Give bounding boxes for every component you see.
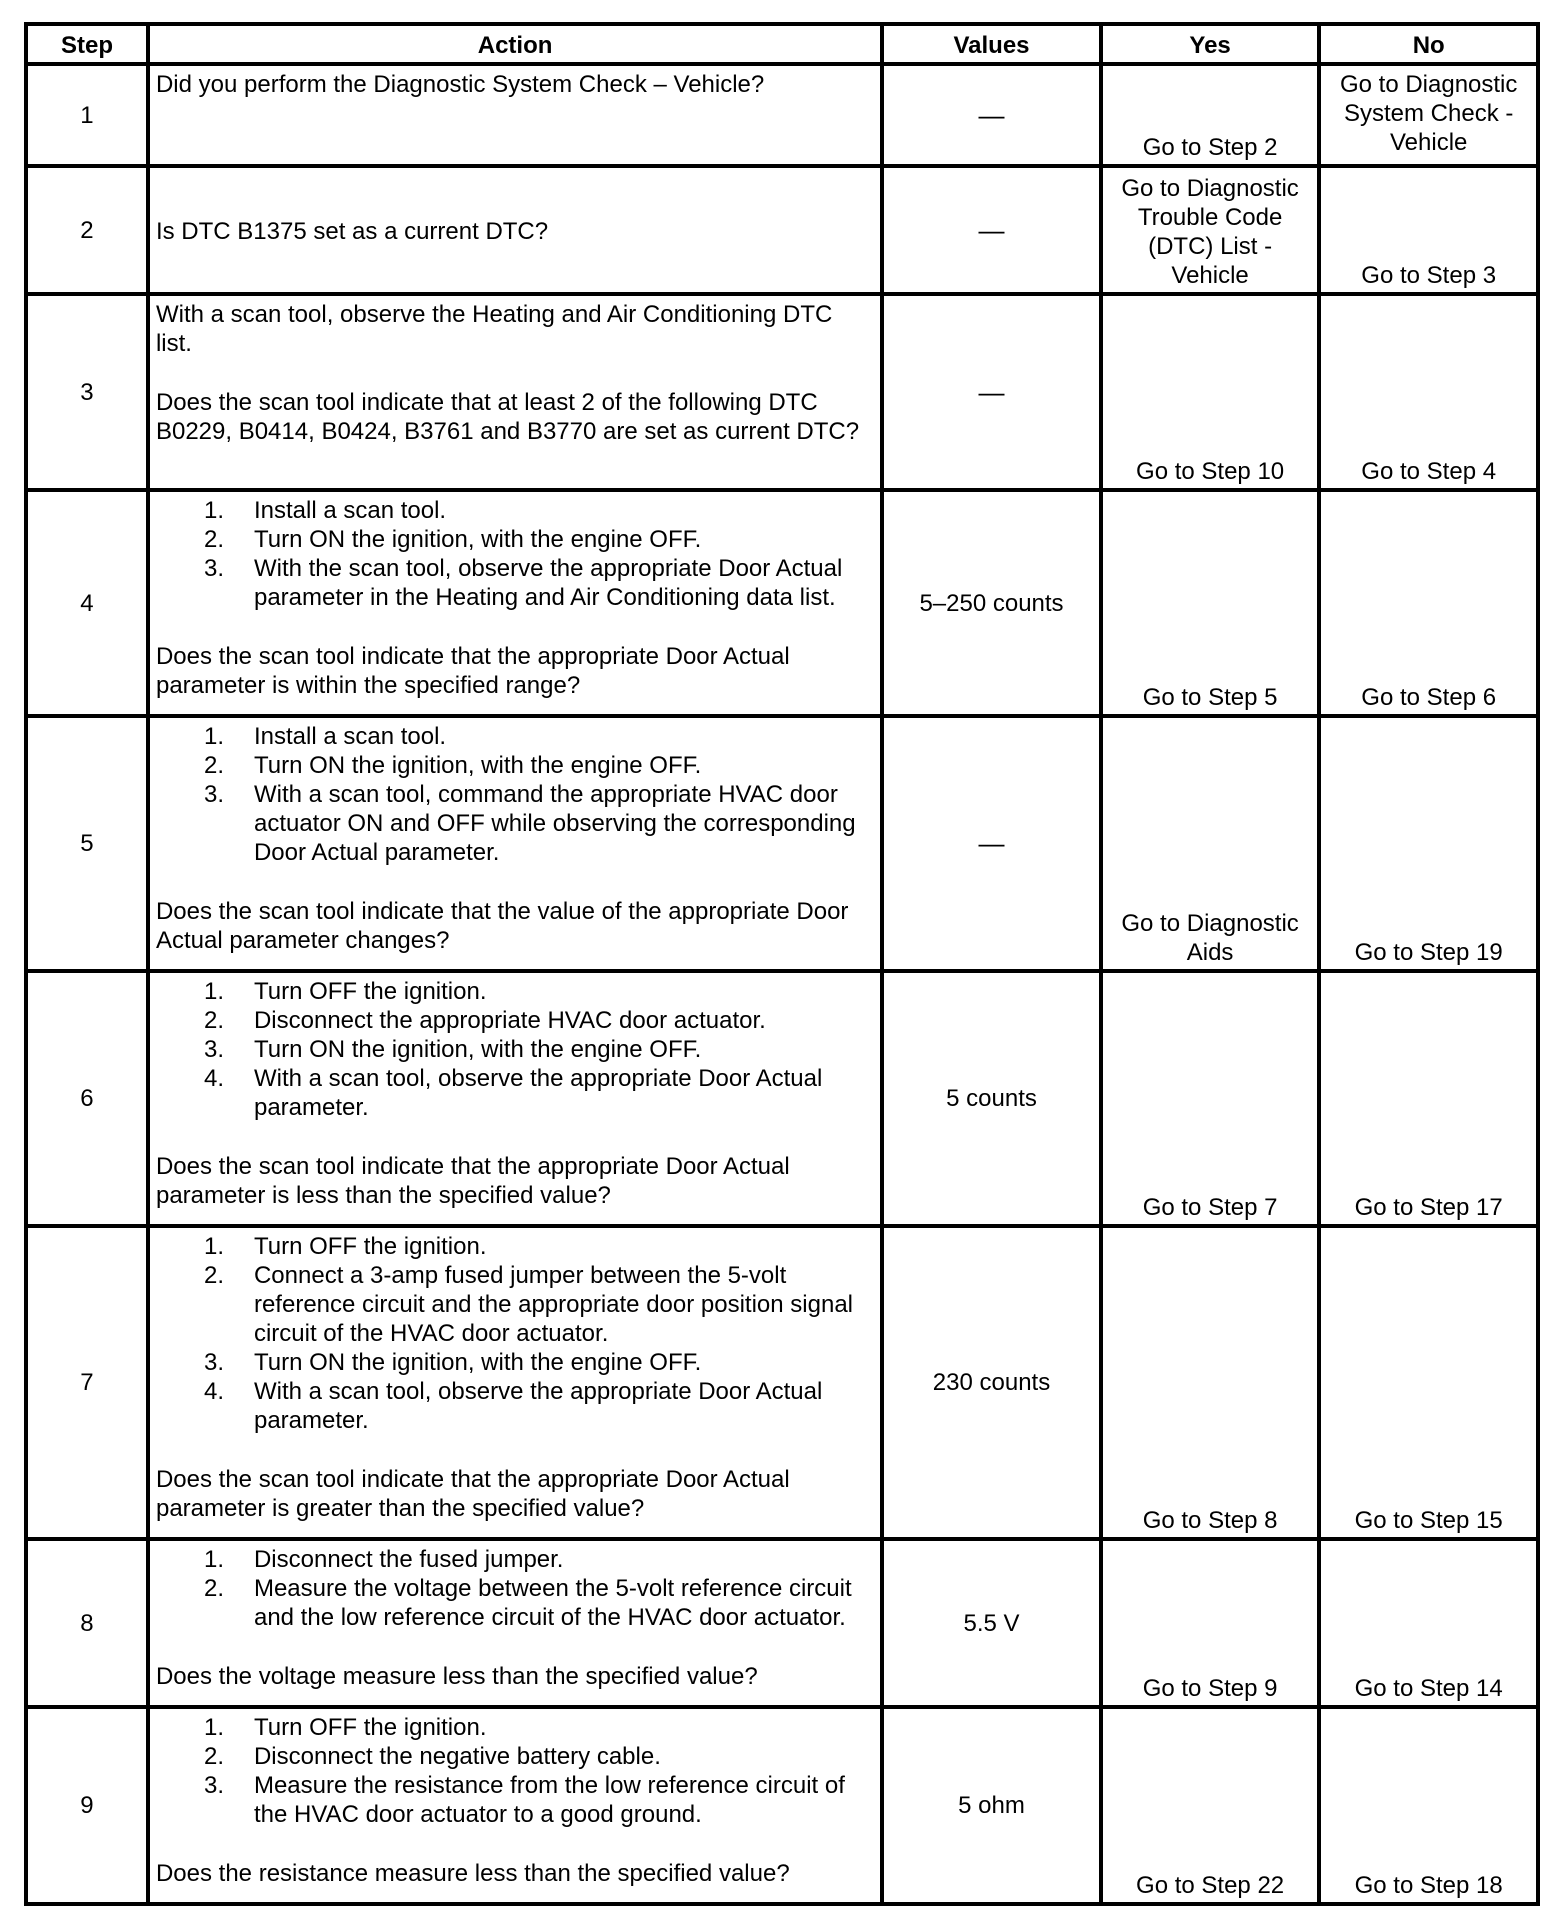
- action-question: Does the voltage measure less than the specified value?: [155, 1663, 758, 1690]
- list-item: Disconnect the negative battery cable.: [253, 1743, 661, 1770]
- table-row: [26, 1707, 1538, 1904]
- values-cell: 5 counts: [882, 971, 1101, 1226]
- yes-cell: Go to Step 8: [1101, 1226, 1320, 1539]
- action-text: With a scan tool, observe the Heating and Air Conditioning DTC list.: [155, 301, 833, 357]
- substep-list: [156, 496, 874, 612]
- values-cell: 5–250 counts: [882, 490, 1101, 716]
- no-cell: Go to Step 19: [1319, 716, 1538, 971]
- action-cell: [148, 64, 882, 166]
- values-cell: 5.5 V: [882, 1539, 1101, 1707]
- table-row: [26, 294, 1538, 490]
- list-item: Install a scan tool.: [253, 723, 447, 750]
- no-cell: Go to Step 6: [1319, 490, 1538, 716]
- list-item: Connect a 3-amp fused jumper between the 5-volt reference circuit and the appropriate door position signal circuit of the HVAC door actuator.: [253, 1262, 853, 1347]
- list-item: With a scan tool, command the appropriate HVAC door actuator ON and OFF while observing the corresponding Door Actual parameter.: [253, 781, 856, 866]
- table-row: [26, 166, 1538, 294]
- header-yes: Yes: [1101, 24, 1320, 64]
- list-item: Disconnect the fused jumper.: [253, 1546, 564, 1573]
- step-number: 7: [26, 1226, 148, 1539]
- table-row: [26, 716, 1538, 971]
- no-cell: Go to Step 15: [1319, 1226, 1538, 1539]
- header-row: [26, 24, 1538, 64]
- yes-cell: Go to Step 5: [1101, 490, 1320, 716]
- values-cell: 5 ohm: [882, 1707, 1101, 1904]
- values-cell: —: [882, 294, 1101, 490]
- substep-list: [156, 722, 874, 867]
- table-row: [26, 971, 1538, 1226]
- action-cell: [148, 1539, 882, 1707]
- no-cell: Go to Step 18: [1319, 1707, 1538, 1904]
- table-row: [26, 1539, 1538, 1707]
- action-cell: [148, 294, 882, 490]
- step-number: 2: [26, 166, 148, 294]
- substep-list: [156, 1713, 874, 1829]
- action-question: Does the scan tool indicate that the appropriate Door Actual parameter is greater than the specified value?: [155, 1466, 790, 1522]
- substep-list: [156, 977, 874, 1122]
- step-number: 5: [26, 716, 148, 971]
- values-cell: 230 counts: [882, 1226, 1101, 1539]
- step-number: 4: [26, 490, 148, 716]
- values-cell: —: [882, 716, 1101, 971]
- diagnostic-table: [24, 22, 1540, 1906]
- list-item: With a scan tool, observe the appropriate Door Actual parameter.: [253, 1065, 823, 1121]
- header-no: No: [1319, 24, 1538, 64]
- yes-cell: Go to Step 22: [1101, 1707, 1320, 1904]
- header-values: Values: [882, 24, 1101, 64]
- step-number: 8: [26, 1539, 148, 1707]
- list-item: Disconnect the appropriate HVAC door actuator.: [253, 1007, 766, 1034]
- table-row: [26, 64, 1538, 166]
- no-cell: Go to Step 3: [1319, 166, 1538, 294]
- action-cell: [148, 971, 882, 1226]
- list-item: Turn ON the ignition, with the engine OFF.: [253, 1349, 702, 1376]
- list-item: Turn OFF the ignition.: [253, 1714, 487, 1741]
- action-question: Does the scan tool indicate that the value of the appropriate Door Actual parameter changes?: [155, 898, 849, 954]
- list-item: Turn ON the ignition, with the engine OFF.: [253, 752, 702, 779]
- yes-cell: Go to Step 10: [1101, 294, 1320, 490]
- yes-cell: Go to Step 9: [1101, 1539, 1320, 1707]
- header-step: Step: [26, 24, 148, 64]
- action-cell: [148, 1707, 882, 1904]
- action-text: Did you perform the Diagnostic System Check – Vehicle?: [155, 71, 765, 98]
- list-item: With the scan tool, observe the appropriate Door Actual parameter in the Heating and Air Conditioning data list.: [253, 555, 843, 611]
- action-question: Does the scan tool indicate that the appropriate Door Actual parameter is within the specified range?: [155, 643, 790, 699]
- list-item: Turn ON the ignition, with the engine OFF.: [253, 526, 702, 553]
- yes-cell: Go to Diagnostic Aids: [1101, 716, 1320, 971]
- list-item: Install a scan tool.: [253, 497, 447, 524]
- values-cell: —: [882, 166, 1101, 294]
- list-item: With a scan tool, observe the appropriate Door Actual parameter.: [253, 1378, 823, 1434]
- step-number: 9: [26, 1707, 148, 1904]
- action-cell: [148, 490, 882, 716]
- yes-cell: Go to Diagnostic Trouble Code (DTC) List - Vehicle: [1101, 166, 1320, 294]
- action-text: Is DTC B1375 set as a current DTC?: [155, 217, 549, 245]
- yes-cell: Go to Step 7: [1101, 971, 1320, 1226]
- step-number: 6: [26, 971, 148, 1226]
- substep-list: [156, 1232, 874, 1435]
- values-cell: —: [882, 64, 1101, 166]
- no-cell: Go to Step 14: [1319, 1539, 1538, 1707]
- action-cell: [148, 1226, 882, 1539]
- action-cell: [148, 166, 882, 294]
- step-number: 1: [26, 64, 148, 166]
- substep-list: [156, 1545, 874, 1632]
- step-number: 3: [26, 294, 148, 490]
- header-action: Action: [148, 24, 882, 64]
- list-item: Turn OFF the ignition.: [253, 978, 487, 1005]
- table-row: [26, 490, 1538, 716]
- no-cell: Go to Step 17: [1319, 971, 1538, 1226]
- list-item: Turn ON the ignition, with the engine OFF.: [253, 1036, 702, 1063]
- table-row: [26, 1226, 1538, 1539]
- action-question: Does the scan tool indicate that at least 2 of the following DTC B0229, B0414, B0424, B3761 and B3770 are set as current DTC?: [155, 389, 860, 445]
- yes-cell: Go to Step 2: [1101, 64, 1320, 166]
- list-item: Measure the voltage between the 5-volt reference circuit and the low reference circuit of the HVAC door actuator.: [253, 1575, 852, 1631]
- no-cell: Go to Diagnostic System Check - Vehicle: [1319, 64, 1538, 166]
- list-item: Turn OFF the ignition.: [253, 1233, 487, 1260]
- action-cell: [148, 716, 882, 971]
- action-question: Does the resistance measure less than the specified value?: [155, 1860, 790, 1887]
- action-question: Does the scan tool indicate that the appropriate Door Actual parameter is less than the specified value?: [155, 1153, 790, 1209]
- no-cell: Go to Step 4: [1319, 294, 1538, 490]
- list-item: Measure the resistance from the low reference circuit of the HVAC door actuator to a good ground.: [253, 1772, 845, 1828]
